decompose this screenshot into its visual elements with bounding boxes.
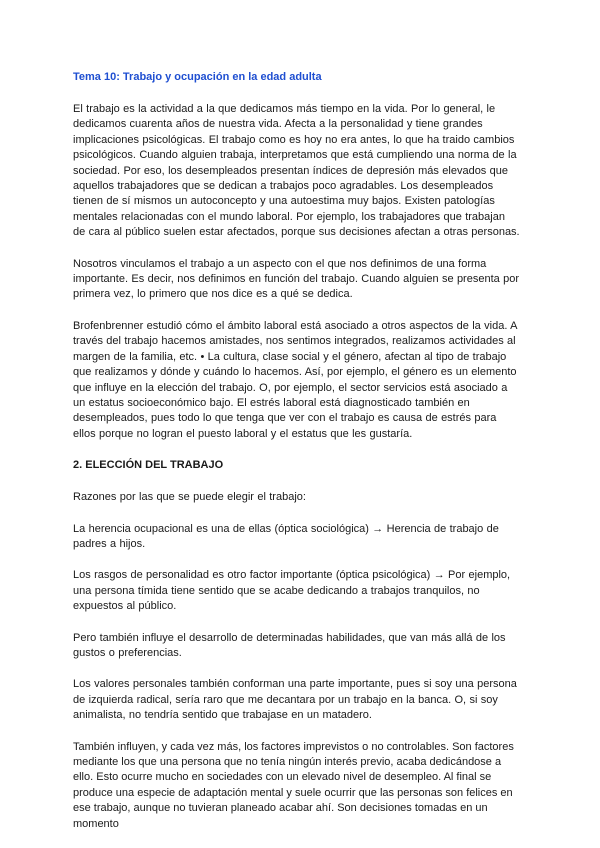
section-heading: 2. ELECCIÓN DEL TRABAJO — [73, 459, 224, 472]
document-title: Tema 10: Trabajo y ocupación en la edad adulta — [73, 71, 322, 83]
paragraph-section-4: Pero también influye el desarrollo de determinadas habilidades, que van más allá de los gustos o preferencias. — [73, 631, 506, 659]
paragraph-section-6: También influyen, y cada vez más, los factores imprevistos o no controlables. Son factores mediante los que una persona que no tenía ningún interés previo, acaba dedicándose a ello. Esto ocurre mucho en sociedades con un elevado nivel de desempleo. Al final se produce una especie de adaptación mental y suele ocurrir que las personas son felices en ese trabajo, aunque no tuvieran planeado acabar ahí. Son decisiones tomadas en un momento — [73, 740, 514, 830]
paragraph-section-1: Razones por las que se puede elegir el trabajo: — [73, 491, 306, 504]
paragraph-intro-2: Nosotros vinculamos el trabajo a un aspecto con el que nos definimos de una forma importante. Es decir, nos definimos en función del trabajo. Cuando alguien se presenta por primera vez, lo primero que nos dice es a qué se dedica. — [73, 257, 520, 301]
paragraph-section-2: La herencia ocupacional es una de ellas (óptica sociológica) → Herencia de trabajo de padres a hijos. — [73, 522, 499, 550]
paragraph-intro-3: Brofenbrenner estudió cómo el ámbito laboral está asociado a otros aspectos de la vida. A través del trabajo hacemos amistades, nos sentimos integrados, realizamos actividades al margen de la familia, etc. • La cultura, clase social y el género, afectan al tipo de trabajo que realizamos y dónde y cuándo lo hacemos. Así, por ejemplo, el género es un elemento que influye en la elección del trabajo. O, por ejemplo, el sector servicios está asociado a un estatus socioeconómico bajo. El estrés laboral está diagnosticado también en desempleados, pues todo lo que tenga que ver con el trabajo es causa de estrés para ellos porque no logran el puesto laboral y el estatus que les gustaría. — [73, 319, 517, 440]
paragraph-section-3: Los rasgos de personalidad es otro factor importante (óptica psicológica) → Por ejemplo, una persona tímida tiene sentido que se acabe dedicando a trabajos tranquilos, no expuestos al público. — [73, 569, 511, 613]
paragraph-section-5: Los valores personales también conforman una parte importante, pues si soy una persona de izquierda radical, sería raro que me decantara por un trabajo en la banca. O, si soy animalista, no tendría sentido que trabajase en un matadero. — [73, 678, 517, 722]
paragraph-intro-1: El trabajo es la actividad a la que dedicamos más tiempo en la vida. Por lo general, le dedicamos cuarenta años de nuestra vida. Afecta a la personalidad y tiene grandes implicaciones psicológicas. El trabajo como es hoy no era antes, lo que ha traido cambios psicológicos. Cuando alguien trabaja, interpretamos que está cumpliendo una norma de la sociedad. Por eso, los desempleados presentan índices de depresión más elevados que aquellos trabajadores que se dedican a trabajos poco agradables. Los desempleados tienen de sí mismos un autoconcepto y una autoestima muy bajos. Existen patologías mentales relacionadas con el mundo laboral. Por ejemplo, los trabajadores que trabajan de cara al público suelen estar afectados, porque sus decisiones afectan a otras personas. — [73, 103, 520, 239]
